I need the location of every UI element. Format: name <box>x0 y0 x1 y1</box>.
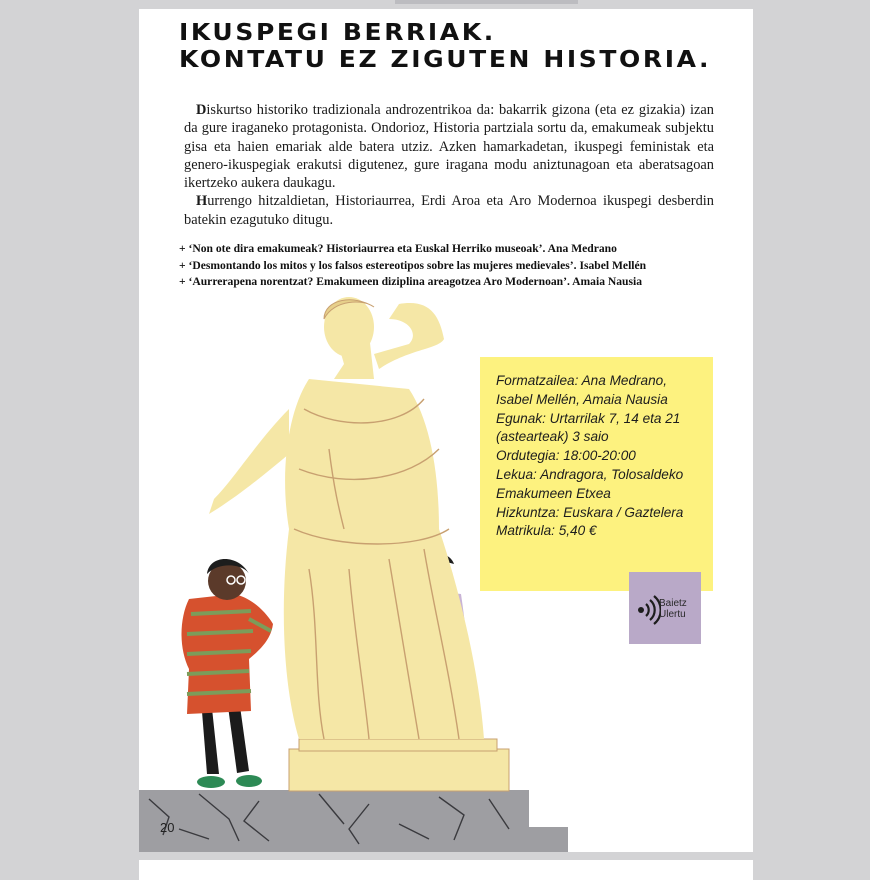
logo-text <box>659 598 687 620</box>
talk-item-1: + ‘Non ote dira emakumeak? Historiaurrea eta Euskal Herriko museoak’. Ana Medrano <box>179 242 617 255</box>
info-line-7: Emakumeen Etxea <box>496 485 611 501</box>
info-line-5: Ordutegia: 18:00-20:00 <box>496 448 636 464</box>
talk-item-2: + ‘Desmontando los mitos y los falsos estereotipos sobre las mujeres medievales’. Isabel Mellén <box>179 258 647 272</box>
paragraph-1: Diskurtso historiko tradizionala androzentrikoa da: bakarrik gizona (eta ez gizakia) izan da gure iraganeko protagonista. Ondorioz, Historia partziala sortu da, emakumeak subjektu gisa eta haien emariak alde batera utziz. Azken hamarkadetan, ikuspegi feministak eta genero-ikuspegiak erakutsi digutenez, gure iragana modu aniztunagoan eta aberatsagoan ikertzeko aukera daukagu. <box>184 102 714 192</box>
marble-steps <box>139 790 568 852</box>
page-number: 20 <box>160 820 175 835</box>
logo-line-1: Baietz <box>659 598 687 609</box>
title-line-1: IKUSPEGI BERRIAK. <box>179 19 496 46</box>
listening-icon <box>631 592 661 628</box>
info-line-9: Matrikula: 5,40 € <box>496 523 597 539</box>
baietz-ulertu-logo <box>629 572 701 644</box>
girl-left <box>182 559 274 788</box>
info-line-6: Lekua: Andragora, Tolosaldeko <box>496 466 684 482</box>
info-line-4: (astearteak) 3 saio <box>496 429 609 445</box>
talk-item-3: + ‘Aurrerapena norentzat? Emakumeen diziplina areagotzea Aro Modernoan’. Amaia Nausia <box>179 275 643 288</box>
info-line-1: Formatzailea: Ana Medrano, <box>496 373 668 388</box>
document-page <box>139 9 753 852</box>
next-page-edge <box>139 860 753 880</box>
info-line-8: Hizkuntza: Euskara / Gaztelera <box>496 504 684 520</box>
statue <box>209 297 509 791</box>
info-box <box>480 357 713 591</box>
title-line-2: KONTATU EZ ZIGUTEN HISTORIA. <box>179 45 712 73</box>
viewer-top-strip <box>395 0 578 4</box>
info-line-3: Egunak: Urtarrilak 7, 14 eta 21 <box>496 410 681 426</box>
paragraph-2: Hurrengo hitzaldietan, Historiaurrea, Erdi Aroa eta Aro Modernoa ikuspegi desberdin batekin ezagutuko ditugu. <box>184 193 714 228</box>
logo-line-2: Ulertu <box>659 609 686 620</box>
info-line-2: Isabel Mellén, Amaia Nausia <box>496 391 668 407</box>
